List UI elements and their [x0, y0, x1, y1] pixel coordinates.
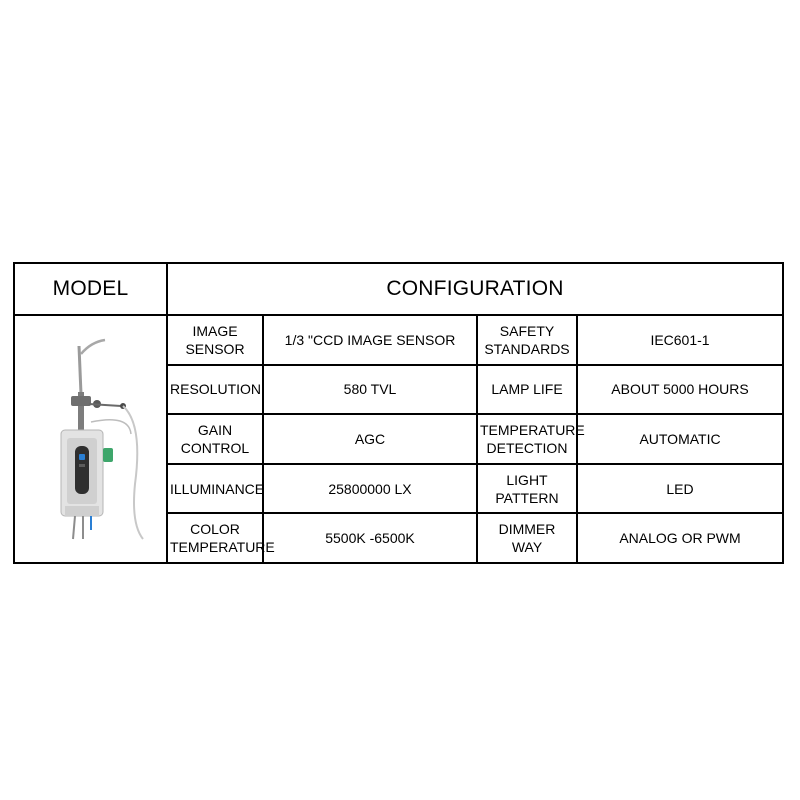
temperature-detection-label: TEMPERATURE DETECTION: [477, 414, 577, 464]
table-header-row: [14, 263, 783, 315]
resolution-value: 580 TVL: [263, 365, 477, 415]
medical-device-image: [31, 334, 151, 544]
resolution-label: RESOLUTION: [167, 365, 263, 415]
dimmer-way-value: ANALOG OR PWM: [577, 513, 783, 563]
light-pattern-label: LIGHT PATTERN: [477, 464, 577, 514]
light-pattern-value: LED: [577, 464, 783, 514]
image-sensor-label: IMAGE SENSOR: [167, 315, 263, 365]
table-row: [14, 315, 783, 365]
color-temperature-value: 5500K -6500K: [263, 513, 477, 563]
dimmer-way-label: DIMMER WAY: [477, 513, 577, 563]
illuminance-value: 25800000 LX: [263, 464, 477, 514]
temperature-detection-value: AUTOMATIC: [577, 414, 783, 464]
lamp-life-value: ABOUT 5000 HOURS: [577, 365, 783, 415]
product-image-cell: [14, 315, 167, 563]
image-sensor-value: 1/3 "CCD IMAGE SENSOR: [263, 315, 477, 365]
illuminance-label: ILLUMINANCE: [167, 464, 263, 514]
lamp-life-label: LAMP LIFE: [477, 365, 577, 415]
configuration-header: CONFIGURATION: [167, 263, 783, 315]
color-temperature-label: COLOR TEMPERATURE: [167, 513, 263, 563]
gain-control-value: AGC: [263, 414, 477, 464]
safety-standards-value: IEC601-1: [577, 315, 783, 365]
specification-table: [13, 262, 784, 564]
safety-standards-label: SAFETY STANDARDS: [477, 315, 577, 365]
gain-control-label: GAIN CONTROL: [167, 414, 263, 464]
model-header: MODEL: [14, 263, 167, 315]
